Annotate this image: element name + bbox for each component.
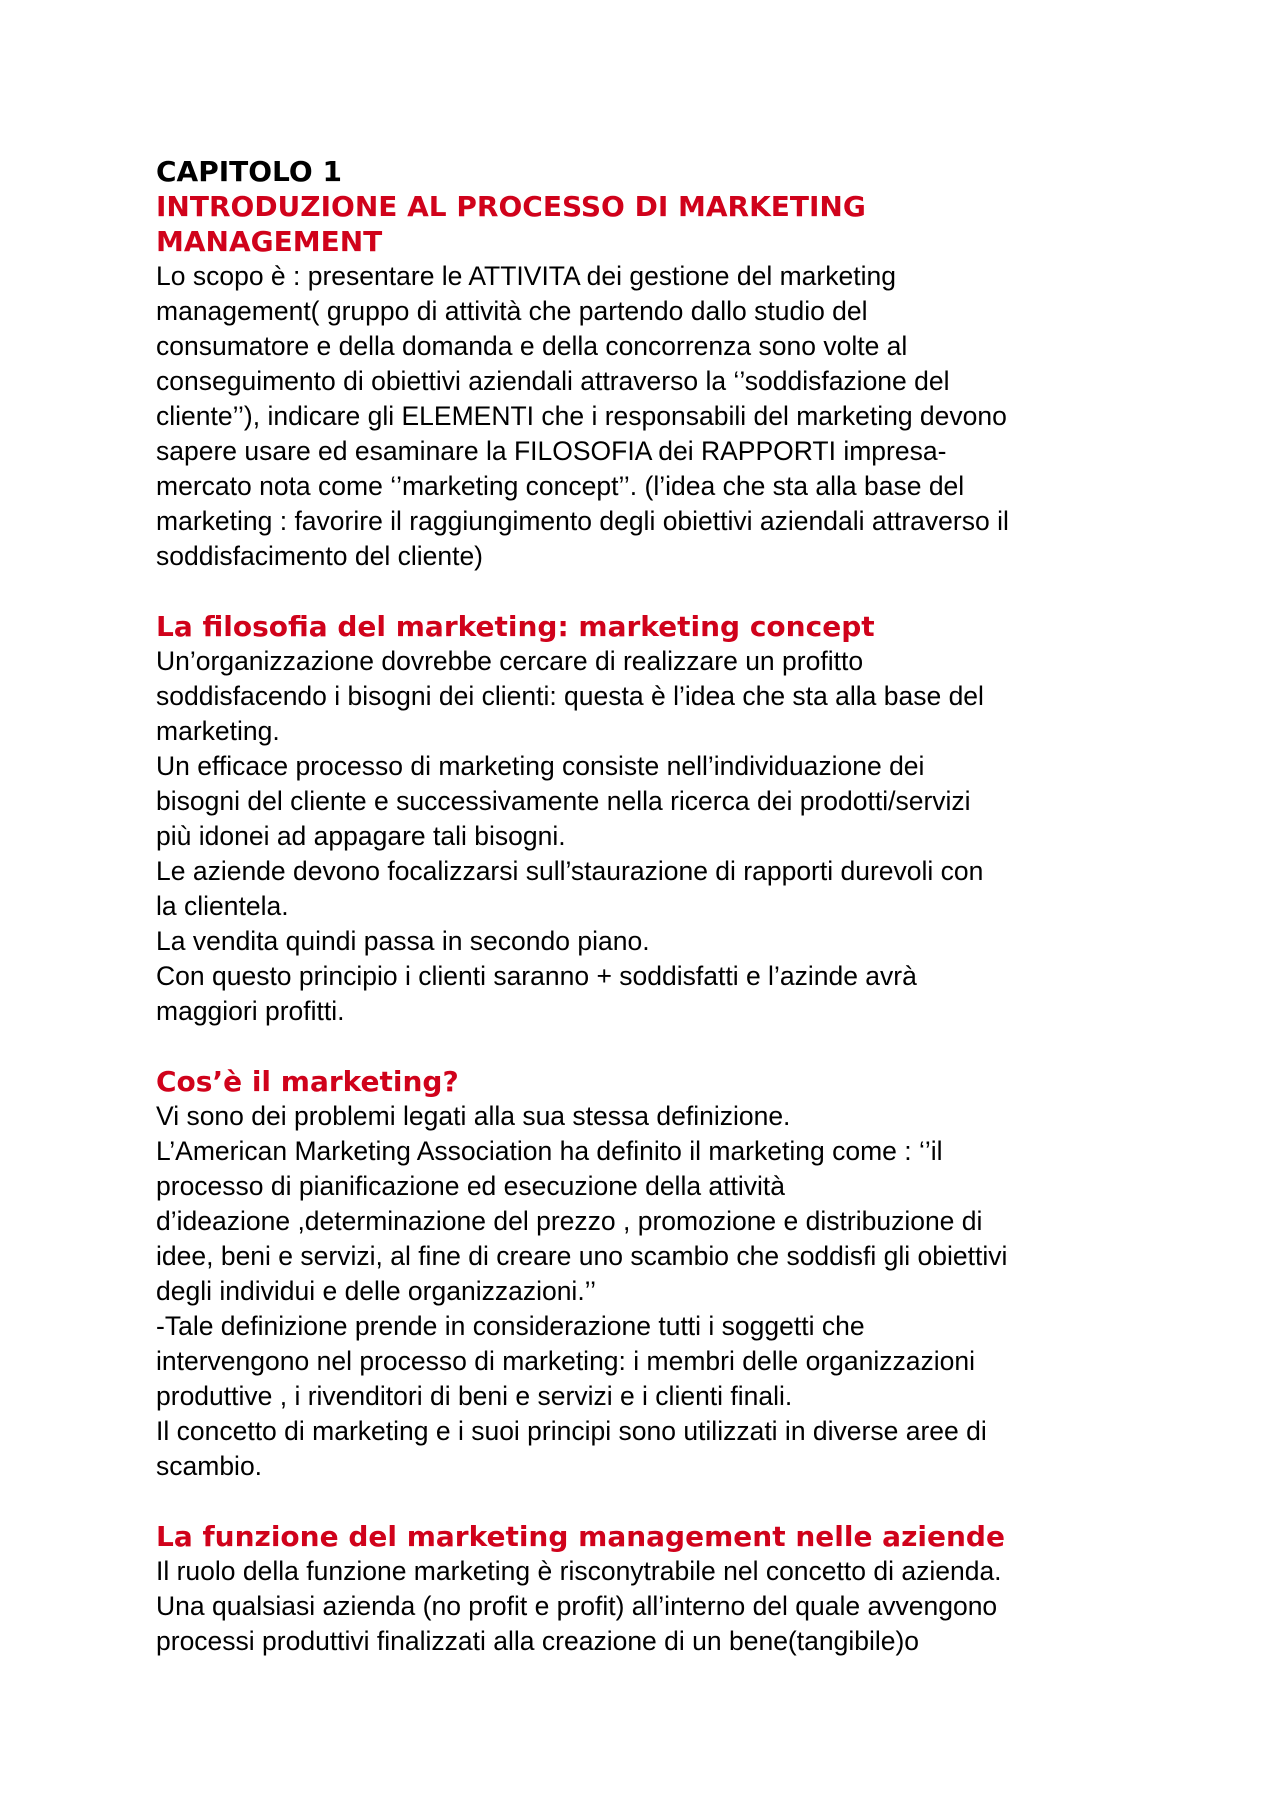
- text-line: La vendita quindi passa in secondo piano.: [156, 926, 650, 956]
- text-line: Un’organizzazione dovrebbe cercare di realizzare un profitto: [156, 646, 864, 676]
- text-line: Con questo principio i clienti saranno + soddisfatti e l’azinde avrà: [156, 961, 917, 991]
- section-heading-cos-e-il-marketing: Cos’è il marketing?: [156, 1065, 459, 1098]
- text-line: d’ideazione ,determinazione del prezzo , promozione e distribuzione di: [156, 1206, 983, 1236]
- text-line: bisogni del cliente e successivamente nella ricerca dei prodotti/servizi: [156, 786, 971, 816]
- section-body-funzione-marketing-management: [156, 1554, 1166, 1659]
- text-line: Lo scopo è : presentare le ATTIVITA dei gestione del marketing: [156, 261, 896, 291]
- text-line: idee, beni e servizi, al fine di creare uno scambio che soddisfi gli obiettivi: [156, 1241, 1008, 1271]
- section-body-marketing-concept: [156, 644, 1166, 1029]
- text-line: mercato nota come ‘’marketing concept’’. (l’idea che sta alla base del: [156, 471, 965, 501]
- text-line: Vi sono dei problemi legati alla sua stessa definizione.: [156, 1101, 791, 1131]
- text-line: cliente’’), indicare gli ELEMENTI che i responsabili del marketing devono: [156, 401, 1007, 431]
- text-line: intervengono nel processo di marketing: i membri delle organizzazioni: [156, 1346, 975, 1376]
- text-line: sapere usare ed esaminare la FILOSOFIA dei RAPPORTI impresa-: [156, 436, 947, 466]
- text-line: Il ruolo della funzione marketing è risconytrabile nel concetto di azienda.: [156, 1556, 1002, 1586]
- section-heading-funzione-marketing-management: La funzione del marketing management nelle aziende: [156, 1520, 1005, 1553]
- text-line: conseguimento di obiettivi aziendali attraverso la ‘’soddisfazione del: [156, 366, 950, 396]
- text-line: consumatore e della domanda e della concorrenza sono volte al: [156, 331, 908, 361]
- main-title: [156, 189, 1166, 259]
- section-heading-marketing-concept: La filosofia del marketing: marketing concept: [156, 610, 875, 643]
- text-line: marketing.: [156, 716, 280, 746]
- text-line: processi produttivi finalizzati alla creazione di un bene(tangibile)o: [156, 1626, 920, 1656]
- text-line: Le aziende devono focalizzarsi sull’staurazione di rapporti durevoli con: [156, 856, 984, 886]
- text-line: la clientela.: [156, 891, 289, 921]
- main-title-line: INTRODUZIONE AL PROCESSO DI MARKETING: [156, 190, 866, 223]
- text-line: Una qualsiasi azienda (no profit e profit) all’interno del quale avvengono: [156, 1591, 998, 1621]
- text-line: management( gruppo di attività che partendo dallo studio del: [156, 296, 868, 326]
- intro-paragraph: [156, 259, 1166, 574]
- text-line: marketing : favorire il raggiungimento degli obiettivi aziendali attraverso il: [156, 506, 1009, 536]
- main-title-line: MANAGEMENT: [156, 225, 383, 258]
- text-line: scambio.: [156, 1451, 263, 1481]
- text-line: degli individui e delle organizzazioni.’’: [156, 1276, 596, 1306]
- text-line: L’American Marketing Association ha definito il marketing come : ‘’il: [156, 1136, 943, 1166]
- chapter-label: CAPITOLO 1: [156, 155, 342, 188]
- section-body-cos-e-il-marketing: [156, 1099, 1166, 1484]
- text-line: Un efficace processo di marketing consiste nell’individuazione dei: [156, 751, 925, 781]
- text-line: soddisfacendo i bisogni dei clienti: questa è l’idea che sta alla base del: [156, 681, 984, 711]
- text-line: maggiori profitti.: [156, 996, 345, 1026]
- text-line: -Tale definizione prende in considerazione tutti i soggetti che: [156, 1311, 865, 1341]
- text-line: processo di pianificazione ed esecuzione della attività: [156, 1171, 786, 1201]
- document-page: [156, 154, 1166, 1659]
- text-line: produttive , i rivenditori di beni e servizi e i clienti finali.: [156, 1381, 793, 1411]
- text-line: più idonei ad appagare tali bisogni.: [156, 821, 566, 851]
- text-line: Il concetto di marketing e i suoi principi sono utilizzati in diverse aree di: [156, 1416, 987, 1446]
- text-line: soddisfacimento del cliente): [156, 541, 484, 571]
